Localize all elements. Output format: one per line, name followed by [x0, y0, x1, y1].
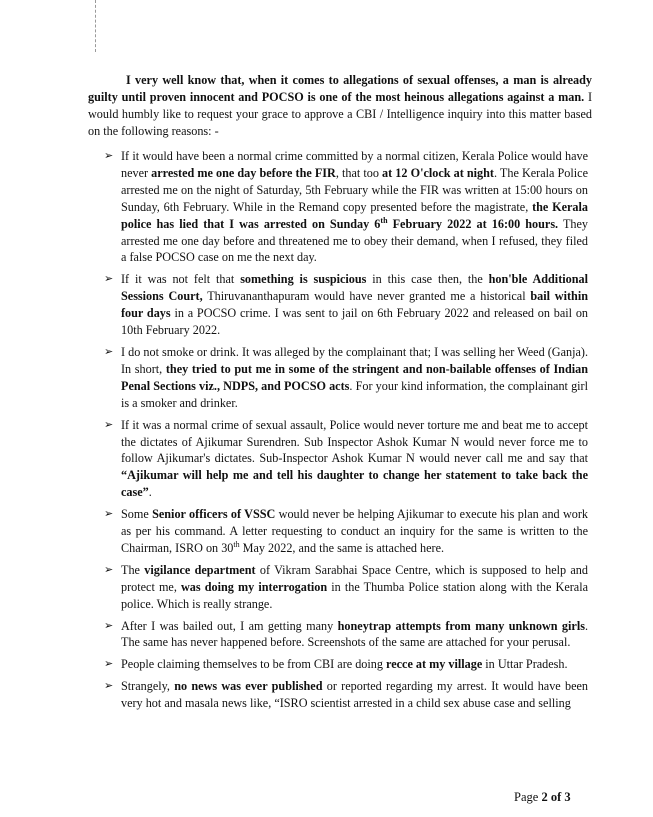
page-label: Page [514, 790, 542, 804]
reason-text-bold: the Kerala police has lied that I was arrested on Sunday 6 [121, 199, 588, 231]
arrow-bullet-icon: ➢ [104, 679, 114, 693]
reason-text-bold: Senior officers of VSSC [152, 507, 276, 522]
reason-text: would never be helping Ajikumar to execute his plan and work as per his command. A letter requesting to conduct an inquiry for the same is written to the Chairman, ISRO on 30 [121, 507, 589, 555]
reason-text: If it would have been a normal crime committed by a normal citizen, Kerala Police would have never [121, 149, 588, 180]
reason-text-bold: February 2022 at 16:00 hours. [387, 216, 559, 231]
reason-item [104, 271, 588, 339]
arrow-bullet-icon: ➢ [104, 417, 114, 431]
scan-edge-mark [95, 0, 97, 52]
reasons-list [104, 148, 588, 717]
intro-request: I would humbly like to request your grace to approve a CBI / Intelligence inquiry into this matter based on the following reasons: - [88, 90, 593, 138]
reason-text: in Uttar Pradesh. [482, 657, 568, 672]
reason-text: If it was not felt that [121, 272, 241, 287]
reason-text: in a POCSO crime. I was sent to jail on 6th February 2022 and released on bail on 10th February 2022. [121, 306, 589, 338]
reason-text-bold: honeytrap attempts from many unknown girls [337, 618, 585, 633]
reason-text: . The Kerala Police arrested me on the night of Saturday, 5th February while the FIR was written at 15:00 hours on Sunday, 6th February. While in the Remand copy presented before the magistrate, [121, 165, 588, 214]
reason-text: The [121, 562, 145, 577]
reason-text-bold: recce at my village [386, 657, 483, 672]
reason-text: They arrested me one day before and threatened me to obey their demand, when I refused, they filed a false POCSO case on me the next day. [121, 216, 589, 265]
reason-text: Thiruvananthapuram would have never granted me a historical [202, 289, 531, 304]
page-total: 3 [564, 790, 571, 804]
reason-text: May 2022, and the same is attached here. [239, 540, 445, 555]
reason-text: Strangely, [121, 679, 175, 694]
reason-text-bold: vigilance department [144, 562, 256, 577]
reason-text: People claiming themselves to be from CBI are doing [121, 657, 387, 672]
reason-item [104, 656, 588, 673]
reason-text: or reported regarding my arrest. It would have been very hot and masala news like, “ISRO scientist arrested in a child sex abuse case and selling [121, 679, 588, 711]
arrow-bullet-icon: ➢ [104, 344, 114, 358]
reason-text: After I was bailed out, I am getting many [121, 618, 338, 633]
reason-item [104, 148, 588, 266]
reason-text: in the Thumba Police station along with the Kerala police. Which is really strange. [121, 579, 588, 611]
arrow-bullet-icon: ➢ [104, 562, 114, 576]
reason-item [104, 417, 588, 502]
reason-text: I do not smoke or drink. It was alleged by the complainant that; I was selling her Weed (Ganja). In short, [121, 344, 588, 376]
page-of: of [547, 790, 565, 804]
reason-text-bold: they tried to put me in some of the stringent and non-bailable offenses of Indian Penal Sections viz., NDPS, and POCSO acts [121, 361, 588, 393]
reason-text-bold: arrested me one day before the FIR [151, 165, 336, 180]
reason-item [104, 678, 588, 712]
intro-bold-statement: I very well know that, when it comes to allegations of sexual offenses, a man is already guilty until proven innocent and POCSO is one of the most heinous allegations against a man. [88, 73, 592, 104]
page-current: 2 [541, 790, 548, 804]
reason-text: of Vikram Sarabhai Space Centre, which is supposed to help and protect me, [121, 562, 588, 594]
arrow-bullet-icon: ➢ [104, 272, 114, 286]
reason-text-bold: was doing my interrogation [181, 579, 328, 594]
reason-text-bold: something is suspicious [240, 272, 367, 287]
arrow-bullet-icon: ➢ [104, 618, 114, 632]
reason-text: th [233, 539, 240, 549]
reason-text-bold: at 12 O'clock at night [382, 165, 494, 180]
arrow-bullet-icon: ➢ [104, 507, 114, 521]
reason-text-bold: bail within four days [121, 289, 588, 321]
reason-text-bold: “Ajikumar will help me and tell his daughter to change her statement to take back the case” [121, 468, 588, 500]
reason-text: . For your kind information, the complainant girl is a smoker and drinker. [121, 378, 588, 410]
reason-text: . [148, 485, 152, 500]
reason-text: . The same has never happened before. Screenshots of the same are attached for your perusal. [121, 618, 588, 650]
arrow-bullet-icon: ➢ [104, 149, 114, 162]
reason-text-bold: hon'ble Additional Sessions Court, [121, 272, 588, 304]
intro-paragraph [88, 72, 592, 140]
reason-item [104, 562, 588, 613]
reason-text: in this case then, the [366, 272, 489, 287]
reason-text-bold: th [380, 215, 388, 225]
page-number [514, 790, 571, 805]
reason-text-bold: no news was ever published [174, 679, 323, 694]
reason-item [104, 344, 588, 412]
reason-item [104, 618, 588, 652]
reason-text: , that too [335, 165, 383, 180]
reason-item [104, 506, 588, 557]
reason-text: Some [121, 507, 153, 522]
reason-text: If it was a normal crime of sexual assault, Police would never torture me and beat me to accept the dictates of Ajikumar Surendren. Sub Inspector Ashok Kumar N would never force me to follow Ajikumar's dictates. Sub-Inspector Ashok Kumar N would never call me and say that [121, 417, 588, 466]
arrow-bullet-icon: ➢ [104, 657, 114, 671]
